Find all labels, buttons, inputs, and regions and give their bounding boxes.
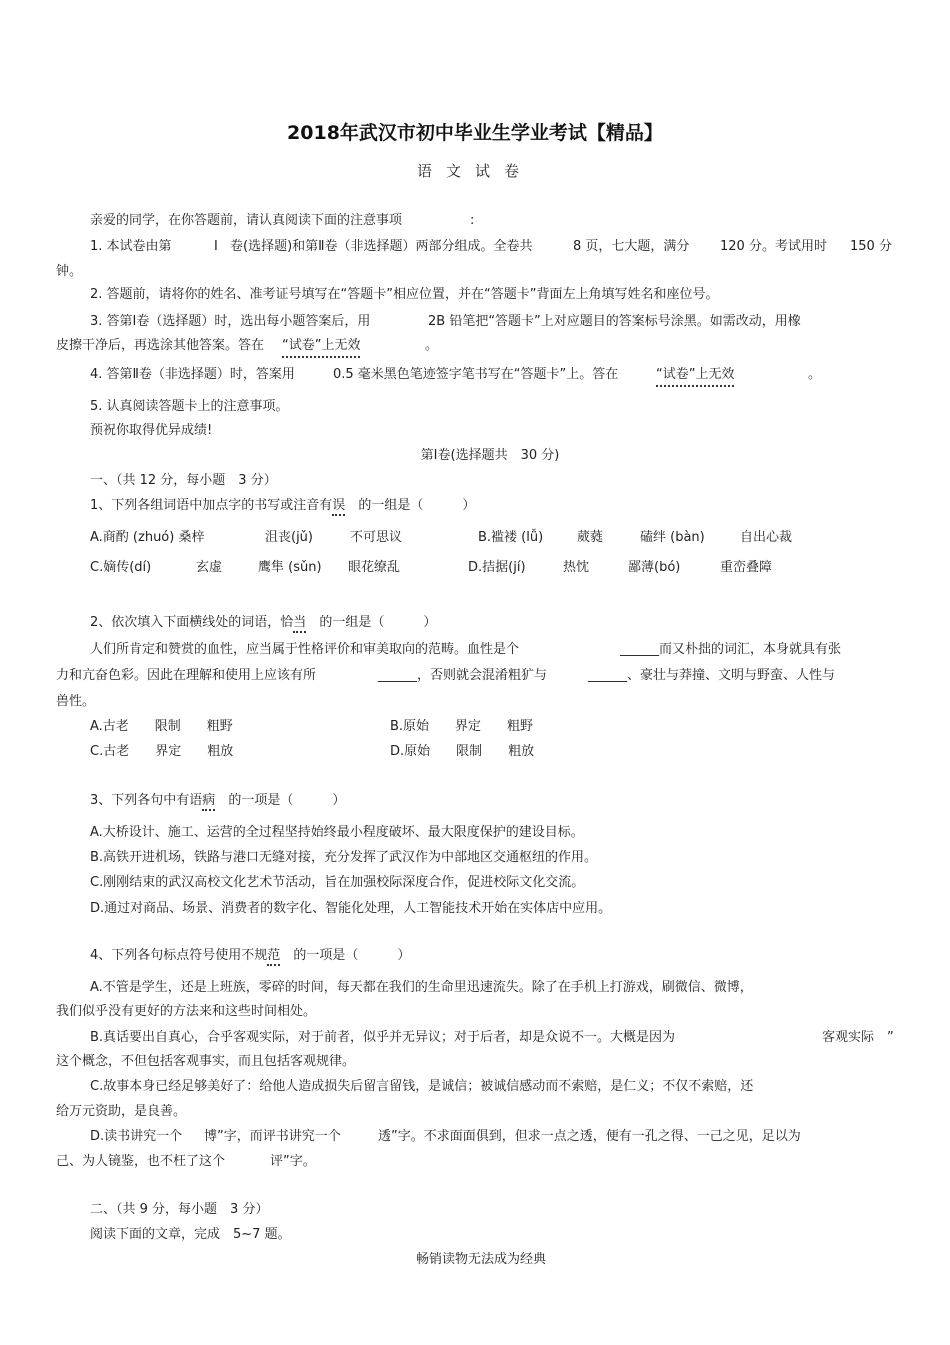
q2-passage-3: 兽性。 xyxy=(56,694,96,709)
q1-stem-dot: 误 xyxy=(332,498,345,516)
q2-stem-dot: 当 xyxy=(293,615,306,633)
note-4-part-d: 。 xyxy=(808,367,822,382)
q1-stem xyxy=(90,497,475,515)
q1-option-c: C.嫡传(dí) xyxy=(90,560,152,575)
q2-passage-1a: 人们所肯定和赞赏的血性，应当属于性格评价和审美取向的范畴。血性是个 xyxy=(90,642,520,657)
q2-option-c: C.古老 界定 粗放 xyxy=(90,744,234,759)
q2-passage-2b: ______，否则就会混淆粗犷与 xyxy=(378,668,548,683)
q4-option-b-line1: B.真话要出自真心，合乎客观实际，对于前者，似乎并无异议；对于后者，却是众说不一。大概是因为 xyxy=(90,1030,676,1045)
q2-option-a: A.古老 限制 粗野 xyxy=(90,719,233,734)
note-1-part-b: Ⅰ xyxy=(214,239,218,254)
q4-option-a-line1: A.不管是学生，还是上班族，零碎的时间，每天都在我们的生命里迅速流失。除了在手机上打游戏，刷微信、微博， xyxy=(90,980,753,995)
q3-option-a: A.大桥设计、施工、运营的全过程坚持始终最小程度破坏、最大限度保护的建设目标。 xyxy=(90,825,584,840)
q4-option-d-line1b: 博”字，而评书讲究一个 xyxy=(204,1129,341,1144)
q1-option-d-3: 鄙薄(bó) xyxy=(628,560,681,575)
q1-stem-a: 1、下列各组词语中加点字的书写或注音有 xyxy=(90,498,333,513)
note-3-emphasis: “试卷”上无效 xyxy=(282,337,360,358)
q1-option-a-3: 不可思议 xyxy=(350,530,403,545)
note-4-emphasis: “试卷”上无效 xyxy=(656,366,734,387)
q1-option-b-3: 磕绊 (bàn) xyxy=(640,530,705,545)
q4-option-a-line2: 我们似乎没有更好的方法来和这些时间相处。 xyxy=(56,1004,317,1019)
part1-section: 一、（共 12 分，每小题 3 分） xyxy=(90,473,277,488)
q4-option-d-line1c: 透”字。不求面面俱到，但求一点之透，便有一孔之得、一己之见，足以为 xyxy=(378,1129,801,1144)
q2-option-d: D.原始 限制 粗放 xyxy=(390,744,535,759)
q1-option-c-3: 鹰隼 (sǔn) xyxy=(258,560,322,575)
article-title: 畅销读物无法成为经典 xyxy=(415,1252,546,1267)
note-1-part-c: 卷(选择题)和第Ⅱ卷（非选择题）两部分组成。全卷共 xyxy=(230,239,533,254)
page-title: 2018年武汉市初中毕业生学业考试【精品】 xyxy=(287,122,663,144)
q2-stem xyxy=(90,614,436,632)
q4-option-b-line2: 这个概念，不但包括客观事实，而且包括客观规律。 xyxy=(56,1054,356,1069)
note-1-part-g: 钟。 xyxy=(56,264,83,279)
q3-stem xyxy=(90,792,345,810)
notes-wish: 预祝你取得优异成绩! xyxy=(90,423,213,438)
q2-passage-2a: 力和亢奋色彩。因此在理解和使用上应该有所 xyxy=(56,668,317,683)
note-1-part-d: 8 页，七大题，满分 xyxy=(573,239,690,254)
q1-option-d-4: 重峦叠障 xyxy=(720,560,773,575)
note-2: 2. 答题前，请将你的姓名、准考证号填写在“答题卡”相应位置，并在“答题卡”背面左上角填写姓名和座位号。 xyxy=(90,287,719,302)
note-4-part-b: 0.5 毫米黑色笔迹签字笔书写在“答题卡”上。答在 xyxy=(333,367,619,382)
page-subtitle: 语文试卷 xyxy=(416,162,533,180)
q1-option-d: D.拮据(jí) xyxy=(468,560,526,575)
q1-stem-b: 的一组是（ ） xyxy=(358,498,476,513)
note-4-part-a: 4. 答第Ⅱ卷（非选择题）时，答案用 xyxy=(90,367,295,382)
q3-stem-dot: 病 xyxy=(202,793,215,811)
part2-section: 二、（共 9 分，每小题 3 分） xyxy=(90,1202,269,1217)
q2-passage-2c: ______、豪壮与莽撞、文明与野蛮、人性与 xyxy=(588,668,836,683)
part2-instruction: 阅读下面的文章，完成 5~7 题。 xyxy=(90,1227,291,1242)
notes-intro: 亲爱的同学，在你答题前，请认真阅读下面的注意事项 xyxy=(90,213,403,228)
note-3-part-e: 。 xyxy=(425,338,439,353)
q1-option-c-2: 玄虚 xyxy=(196,560,223,575)
q4-option-c-line1: C.故事本身已经足够美好了：给他人造成损失后留言留钱，是诚信；被诚信感动而不索赔，是仁义；不仅不索赔，还 xyxy=(90,1079,754,1094)
q3-option-b: B.高铁开进机场，铁路与港口无缝对接，充分发挥了武汉作为中部地区交通枢纽的作用。 xyxy=(90,850,598,865)
q4-stem-dot: 范 xyxy=(267,948,280,966)
q1-option-b: B.褴褛 (lǚ) xyxy=(478,530,544,545)
q4-stem-a: 4、下列各句标点符号使用不规 xyxy=(90,948,268,963)
q4-stem-b: 的一项是（ ） xyxy=(293,948,411,963)
note-5: 5. 认真阅读答题卡上的注意事项。 xyxy=(90,399,289,414)
q1-option-b-2: 葳蕤 xyxy=(577,530,604,545)
notes-intro-colon: : xyxy=(470,213,475,228)
q2-passage-1b: ______而又朴拙的词汇，本身就具有张 xyxy=(620,642,842,657)
q1-option-a: A.商酌 (zhuó) 桑梓 xyxy=(90,530,205,545)
q4-option-c-line2: 给万元资助，是良善。 xyxy=(56,1104,187,1119)
note-1-part-e: 120 分。考试用时 xyxy=(720,239,827,254)
q3-stem-b: 的一项是（ ） xyxy=(228,793,346,808)
q2-option-b: B.原始 界定 粗野 xyxy=(390,719,534,734)
note-3-part-c: 皮擦干净后，再选涂其他答案。答在 xyxy=(56,338,265,353)
q4-option-b-line1b: 客观实际 ” xyxy=(822,1030,894,1045)
q1-option-d-2: 热忱 xyxy=(563,560,590,575)
q1-option-b-4: 自出心裁 xyxy=(740,530,793,545)
note-3-part-b: 2B 铅笔把“答题卡”上对应题目的答案标号涂黑。如需改动，用橡 xyxy=(428,314,801,329)
q1-option-a-2: 沮丧(jǔ) xyxy=(265,530,313,545)
q4-option-d-line2a: 己、为人镜鉴，也不枉了这个 xyxy=(56,1154,226,1169)
q1-option-c-4: 眼花缭乱 xyxy=(348,560,401,575)
q2-stem-a: 2、依次填入下面横线处的词语，恰 xyxy=(90,615,294,630)
q4-option-d-line2b: 评”字。 xyxy=(270,1154,316,1169)
q3-option-c: C.刚刚结束的武汉高校文化艺术节活动，旨在加强校际深度合作，促进校际文化交流。 xyxy=(90,875,585,890)
q3-option-d: D.通过对商品、场景、消费者的数字化、智能化处理，人工智能技术开始在实体店中应用。 xyxy=(90,901,612,916)
q4-stem xyxy=(90,947,410,965)
note-1-part-a: 1. 本试卷由第 xyxy=(90,239,172,254)
note-3-part-a: 3. 答第Ⅰ卷（选择题）时，选出每小题答案后，用 xyxy=(90,314,371,329)
q4-option-d-line1a: D.读书讲究一个 xyxy=(90,1129,183,1144)
q3-stem-a: 3、下列各句中有语 xyxy=(90,793,203,808)
note-1-part-f: 150 分 xyxy=(850,239,892,254)
part1-header: 第Ⅰ卷(选择题共 30 分) xyxy=(420,448,560,463)
q2-stem-b: 的一组是（ ） xyxy=(319,615,437,630)
